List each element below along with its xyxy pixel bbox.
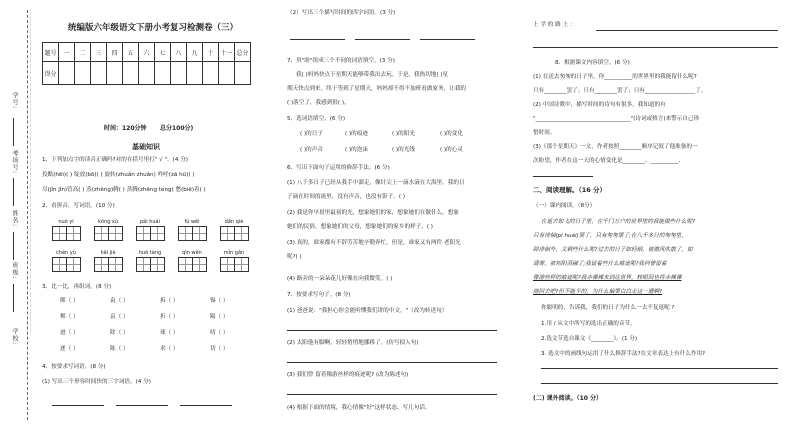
pinyin-label: qīn wēn: [182, 250, 202, 256]
score-table-header-row: [43, 43, 251, 62]
answer-line[interactable]: [52, 405, 104, 406]
compare-word: 绑（ ）: [60, 298, 79, 304]
write-box[interactable]: [52, 226, 67, 241]
score-cell: 总分: [235, 43, 251, 62]
passage-line: 只有徘徊(pí huái)罢了，只有匆匆罢了;在八千多日的匆匆里，: [533, 233, 687, 239]
compare-word: 陈（ ）: [110, 346, 129, 352]
score-cell: 五: [123, 43, 139, 62]
score-cell: 九: [187, 43, 203, 62]
compare-word: 锡（ ）: [210, 298, 229, 304]
answer-line[interactable]: [287, 362, 497, 363]
question-8-4: (4) 根据下面的情境，我心情像"好"这样状态，写几句话。: [287, 405, 431, 411]
question-7-line: (2) 我是你早晨里最初的光，想象她们的家，想象她们在做什么，想象: [287, 210, 459, 216]
binding-label-exam-room: 考场号:: [11, 150, 18, 175]
score-input-cell[interactable]: [219, 62, 235, 85]
fill-word: ( )的心灵: [440, 147, 463, 153]
answer-line[interactable]: [541, 383, 778, 384]
write-box[interactable]: [150, 257, 165, 272]
answer-line[interactable]: [541, 368, 778, 369]
compare-word: 求（ ）: [160, 346, 179, 352]
score-cell: 六: [139, 43, 155, 62]
score-table: [42, 42, 251, 85]
compare-word: 哀（ ）: [110, 314, 129, 320]
pinyin-label: hǎi jiè: [100, 250, 116, 256]
answer-line[interactable]: [290, 39, 345, 40]
score-input-cell[interactable]: [59, 62, 75, 85]
question-9-line: (2) 中国诗歌中，描写时间的诗句有很多，我知道的有: [533, 102, 666, 108]
binding-line: [13, 284, 14, 312]
fill-word: ( )的阳光: [392, 131, 415, 137]
pinyin-label: pái huái: [139, 219, 160, 225]
question-4-2: （2）写出三个描写时间的四字词语。(3 分): [287, 10, 396, 16]
question-1-line: 尽(jǐn jǐn)管高( ) 蒸(zhēng)腾( ) 蒸腾(zhēng téng) 憋(biē)着( ): [42, 187, 206, 193]
write-box[interactable]: [108, 226, 123, 241]
passage-line: 在逝去如飞的日子里，在千门万户的世界里的我能做些什么呢?: [541, 219, 696, 225]
score-input-cell[interactable]: [107, 62, 123, 85]
write-box[interactable]: [94, 226, 109, 241]
write-box[interactable]: [108, 257, 123, 272]
question-8-2: (2) 太阳他有脚啊，轻轻悄悄地挪移了。(仿写拟人句): [287, 340, 419, 346]
question-7-line: (3) 真的，谁家都有不辞劳苦地辛勤奔忙，但是，谁家又有两件 老阳光: [287, 240, 461, 246]
pinyin-box-group: [220, 250, 248, 272]
question-7-line: 她们的民俗，想象她们的父母，想象她们的家乡的样子。( ): [287, 224, 433, 230]
score-input-cell[interactable]: [171, 62, 187, 85]
road-to-school-label: 上 学 的 路 上 ：: [533, 22, 576, 28]
binding-line: [13, 178, 14, 206]
binding-line: [13, 232, 14, 260]
fill-word: ( )的声音: [300, 147, 323, 153]
score-cell: 得分: [43, 62, 59, 85]
answer-line[interactable]: [180, 405, 232, 406]
pinyin-box-group: [94, 219, 122, 241]
binding-label-name: 姓名:: [11, 210, 18, 228]
write-box[interactable]: [136, 226, 151, 241]
fill-word: ( )的日子: [300, 131, 323, 137]
question-8-1: (1) 爸爸说："我担心你会能听懂我们讲的中文。"（改为转述句）: [287, 308, 448, 314]
exam-total-score: 总分100分): [160, 125, 194, 132]
score-table-score-row: [43, 62, 251, 85]
answer-line[interactable]: [420, 39, 475, 40]
question-6: 5、选词语填空。(6 分): [287, 116, 346, 122]
write-box[interactable]: [66, 226, 81, 241]
score-cell: 七: [155, 43, 171, 62]
compare-word: 除（ ）: [110, 330, 129, 336]
section-title-basics: 基础知识: [132, 143, 160, 151]
score-input-cell[interactable]: [139, 62, 155, 85]
pinyin-box-group: [52, 219, 80, 241]
passage-line: 薄雾，被初阳蒸融了;我留着些什么痕迹呢?我何曾留着: [533, 261, 667, 267]
question-1-line: 狡黠(hēi)( ) 绽放(bō)( ) 旋转(zhuǎn zhuǎn) 咋呼(zā hū)( ): [42, 172, 195, 178]
section-title-reading: 二、阅读理解。（16 分）: [533, 186, 607, 194]
question-4-1: (1) 写出三个形容时间快的三字词语。(4 分): [42, 379, 151, 385]
pinyin-label: mǐn gǎn: [223, 250, 245, 256]
page-title: 统编版六年级语文下册小考复习检测卷（三）: [68, 23, 239, 33]
binding-label-school: 学校:: [11, 328, 18, 346]
score-cell: 题号: [43, 43, 59, 62]
score-cell: 三: [91, 43, 107, 62]
question-7-line: (4) 路旁的一朵朵花儿好像在向我微笑。( ): [287, 276, 393, 282]
pinyin-label: chén yú: [56, 250, 76, 256]
question-3: 3、比一比，再组词。(8 分): [42, 284, 112, 290]
write-box[interactable]: [66, 257, 81, 272]
pinyin-box-group: [52, 250, 80, 272]
compare-word: 梆（ ）: [60, 314, 79, 320]
exam-time: 时间：120分钟: [104, 125, 147, 132]
question-5-line: 期天快点到来。终于等到了星期天，妈妈却不得不加班看做家务，让我的: [287, 86, 467, 92]
question-9-line: 只有________罢了；只有________罢了；只有__________________了。: [533, 88, 707, 94]
score-input-cell[interactable]: [123, 62, 139, 85]
compare-word: 袁（ ）: [110, 298, 129, 304]
compare-word: 叨（ ）: [210, 330, 229, 336]
subsection-in-class-reading: （一）课内阅读。（8分）: [533, 203, 596, 209]
compare-word: 切（ ）: [210, 346, 229, 352]
score-input-cell[interactable]: [203, 62, 219, 85]
write-box[interactable]: [192, 226, 207, 241]
subsection-extracurricular-reading: (二) 课外阅读。（10 分）: [533, 395, 603, 402]
pinyin-box-group: [220, 219, 248, 241]
write-box[interactable]: [234, 257, 249, 272]
question-2: 2、看拼音，写词语。(10 分): [42, 203, 115, 209]
pinyin-box-group: [136, 219, 164, 241]
reading-question-3: 3. 选文中的画线句运用了什么修辞手法?在文章表达上有什么作用?: [541, 351, 706, 357]
question-7-line: 子滴在时间的流里，没有声音，也没有影子。( ): [287, 194, 406, 200]
question-4: 4、按要求写词语。(8 分): [42, 364, 106, 370]
passage-line: 像游丝样的痕迹呢?我赤裸裸来到这世界，转眼间也将赤裸裸: [533, 275, 682, 281]
question-5-line: 我( )妈妈快点下星期天能够带我出去玩。于是，我热切地( )星: [296, 72, 449, 78]
score-cell: 十: [203, 43, 219, 62]
write-box[interactable]: [178, 257, 193, 272]
binding-dots: ………………………………………………………………………………………………………………………………………………: [28, 10, 34, 334]
fill-word: ( )的光线: [392, 147, 415, 153]
question-7-line: 呢?( ): [287, 254, 302, 260]
question-5: 7、用"盼"组成三个不同的词语填空。(3 分): [287, 58, 395, 64]
question-7-line: (1) 八千多日子已经从我手中溜走，像针尖上一滴水滴在大海里，我的日: [287, 180, 465, 186]
question-1: 1、下列加点字的读音正确吗?对的在括号里打" √ "。(4 分): [42, 157, 188, 163]
answer-line[interactable]: [355, 39, 410, 40]
pinyin-label: nuó yí: [58, 219, 74, 225]
write-box[interactable]: [220, 226, 235, 241]
write-box[interactable]: [220, 257, 235, 272]
pinyin-label: dǎn qiè: [224, 219, 244, 225]
compare-word: 拆（ ）: [160, 298, 179, 304]
write-box[interactable]: [94, 257, 109, 272]
write-box[interactable]: [178, 226, 193, 241]
binding-label-class: 班级:: [11, 262, 18, 280]
score-cell: 二: [75, 43, 91, 62]
answer-line[interactable]: [116, 405, 168, 406]
compare-word: 球（ ）: [160, 330, 179, 336]
question-8: 7、按要求写句子。(8 分): [287, 292, 351, 298]
question-9-line: "__________________________________"(诗词或格言)来警示自己珍: [533, 116, 700, 122]
compare-word: 逐（ ）: [60, 346, 79, 352]
compare-word: 逊（ ）: [60, 330, 79, 336]
pinyin-box-group: [178, 219, 206, 241]
fill-word: ( )的变化: [440, 131, 463, 137]
score-cell: 四: [107, 43, 123, 62]
passage-line: 地回去吧?但不能平的，为什么偏要白白走这一遭啊?: [533, 289, 663, 295]
score-input-cell[interactable]: [91, 62, 107, 85]
pinyin-box-group: [94, 250, 122, 272]
score-cell: 十一: [219, 43, 235, 62]
passage-line: 除徘徊外，又剩些什么呢?过去的日子如轻烟，被微风吹散了，如: [533, 247, 693, 253]
fill-word: ( )的痕迹: [345, 131, 368, 137]
score-input-cell[interactable]: [75, 62, 91, 85]
pinyin-label: huǒ tàng: [138, 250, 162, 256]
answer-line[interactable]: [287, 394, 497, 395]
reading-question-1: 1.用 / 从文中所写的选出正确的音节。: [541, 321, 636, 327]
reading-question-2: 2.选文节选自课文《________》。(1 分): [541, 336, 638, 342]
score-cell: 八: [171, 43, 187, 62]
passage-line: 你聪明的，告诉我，我们的日子为什么一去不复返呢 ?: [541, 305, 675, 311]
answer-line[interactable]: [533, 47, 778, 48]
answer-line[interactable]: [596, 30, 778, 31]
binding-line: [13, 118, 14, 146]
write-box[interactable]: [234, 226, 249, 241]
question-9-line: (1) 在送去匆匆的日子里，你__________的世界里的我能留什么呢?: [533, 74, 697, 80]
write-box[interactable]: [150, 226, 165, 241]
pinyin-box-group: [136, 250, 164, 272]
pinyin-box-group: [178, 250, 206, 272]
answer-line[interactable]: [533, 176, 593, 177]
question-8-3: (3) 我们曾 留着像游丝样的痕迹呢? (改为陈述句): [287, 372, 409, 378]
question-5-line: ( )落空了，我感到很( )。: [287, 100, 350, 106]
question-9-line: 惜时间。: [533, 130, 556, 136]
write-box[interactable]: [52, 257, 67, 272]
compare-word: 折（ ）: [160, 314, 179, 320]
compare-word: 陽（ ）: [210, 314, 229, 320]
pinyin-label: fú wēi: [184, 219, 200, 225]
answer-line[interactable]: [287, 330, 497, 331]
question-7: 6、写出下面句子运用的修辞手法。(6 分): [287, 165, 390, 171]
binding-label-student-id: 学号:: [11, 92, 18, 110]
write-box[interactable]: [192, 257, 207, 272]
score-cell: 一: [59, 43, 75, 62]
fill-word: ( )的泡沫: [345, 147, 368, 153]
question-9-line: (3)《那个星期天》一文，作者按照________顺序记叙了他准备的一: [533, 144, 698, 150]
write-box[interactable]: [136, 257, 151, 272]
question-9-line: 次盼望，作者在这一天的心情变化是________、__________、: [533, 158, 685, 164]
score-input-cell[interactable]: [155, 62, 171, 85]
score-input-cell[interactable]: [235, 62, 251, 85]
question-9: 8、根据课文内容填空。(6 分): [555, 60, 630, 66]
pinyin-label: kōng xū: [97, 219, 118, 225]
score-input-cell[interactable]: [187, 62, 203, 85]
